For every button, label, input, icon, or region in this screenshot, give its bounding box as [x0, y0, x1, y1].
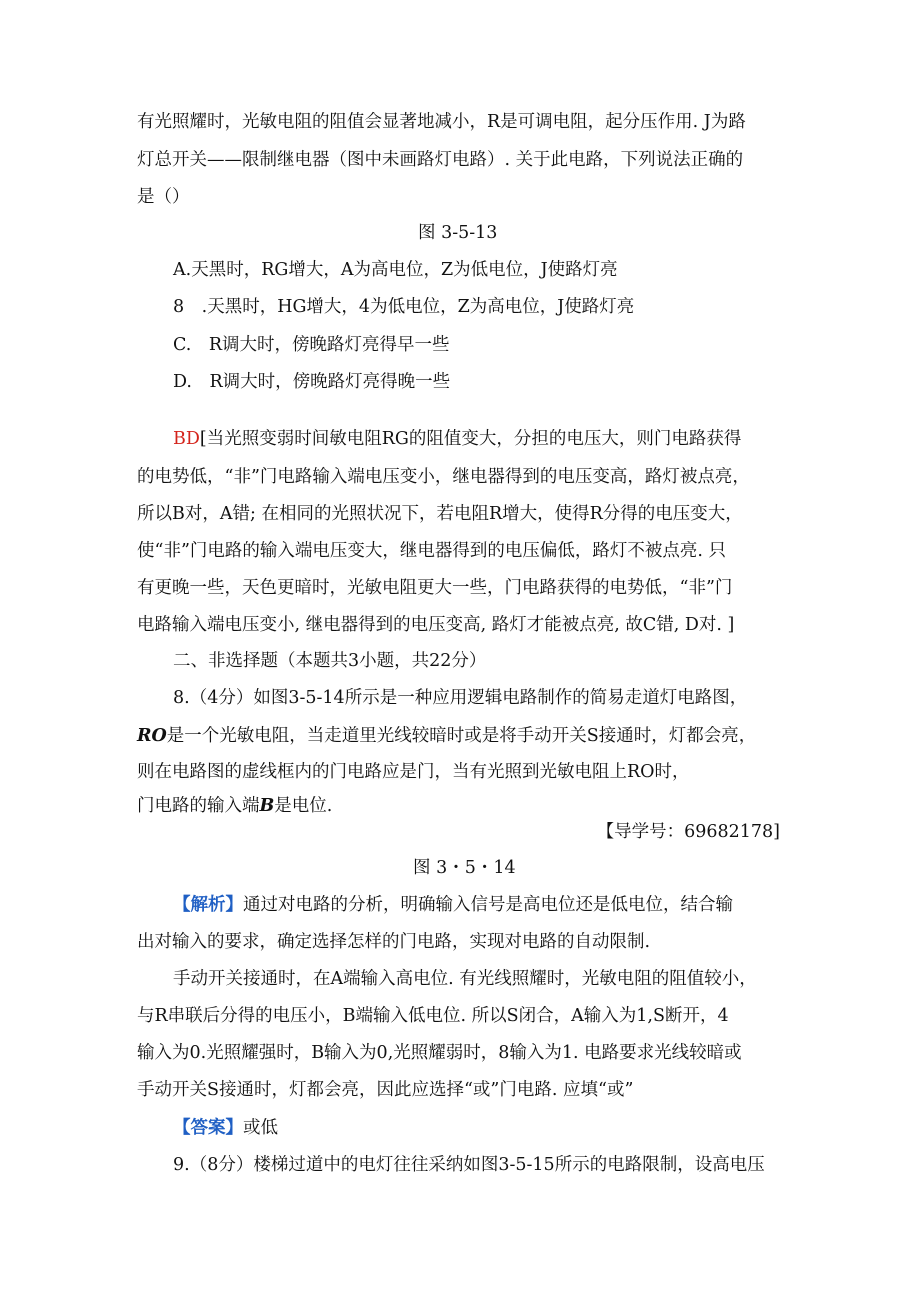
- detail-line-4: 手动开关S接通时，灯都会亮，因此应选择“或”门电路. 应填“或”: [137, 1080, 634, 1100]
- explanation-text: [当光照变弱时间敏电阻RG的阻值变大，分担的电压大，则门电路获得: [199, 429, 742, 449]
- figure-caption-3-5-13: 图 3-5-13: [418, 223, 498, 243]
- option-a: A.天黑时，RG增大，A为高电位，Z为低电位，J使路灯亮: [173, 260, 618, 280]
- section-title: 二、非选择题（本题共3小题，共22分）: [173, 651, 487, 671]
- ro-symbol: RO: [137, 726, 167, 746]
- question7-line-3: 是（）: [137, 187, 190, 207]
- b-symbol: B: [259, 796, 275, 816]
- explanation-line-6: 电路输入端电压变小, 继电器得到的电压变高, 路灯才能被点亮, 故C错, D对. ]: [137, 615, 735, 635]
- analysis-line-1: [173, 892, 733, 918]
- question9-line-1: 9.（8分）楼梯过道中的电灯往往采纳如图3-5-15所示的电路限制，设高电压: [173, 1155, 765, 1175]
- explanation-line-2: 的电势低，“非”门电路输入端电压变小，继电器得到的电压变高，路灯被点亮，: [137, 467, 750, 487]
- answer-text: 或低: [243, 1118, 278, 1138]
- line-4-pre: 门电路的输入端: [137, 796, 260, 816]
- detail-line-2: 与R串联后分得的电压小，B端输入低电位. 所以S闭合，A输入为1,S断开，4: [137, 1006, 729, 1026]
- explanation-line-3: 所以B对，A错; 在相同的光照状况下，若电阻R增大，使得R分得的电压变大，: [137, 504, 743, 524]
- option-c: C. R调大时，傍晚路灯亮得早一些: [173, 335, 450, 355]
- question7-line-2: 灯总开关——限制继电器（图中未画路灯电路）. 关于此电路，下列说法正确的: [137, 150, 744, 170]
- answer-line: [173, 1115, 278, 1141]
- detail-line-3: 输入为0.光照耀强时，B输入为0,光照耀弱时，8输入为1. 电路要求光线较暗或: [137, 1043, 742, 1063]
- option-d: D. R调大时，傍晚路灯亮得晚一些: [173, 372, 451, 392]
- explanation-line-4: 使“非”门电路的输入端电压变大，继电器得到的电压偏低，路灯不被点亮. 只: [137, 541, 727, 561]
- analysis-label: 【解析】: [173, 895, 243, 915]
- question7-line-1: 有光照耀时，光敏电阻的阻值会显著地减小，R是可调电阻，起分压作用. J为路: [137, 112, 746, 132]
- question8-line-3: 则在电路图的虚线框内的门电路应是门，当有光照到光敏电阻上RO时，: [137, 762, 690, 782]
- answer-label-bd: BD: [173, 429, 200, 449]
- analysis-line-2: 出对输入的要求，确定选择怎样的门电路，实现对电路的自动限制.: [137, 932, 651, 952]
- line-4-post: 是电位.: [274, 796, 333, 816]
- answer-explanation-line-1: [173, 426, 741, 452]
- answer-label: 【答案】: [173, 1118, 243, 1138]
- question8-line-2-text: 是一个光敏电阻，当走道里光线较暗时或是将手动开关S接通时，灯都会亮，: [166, 726, 757, 746]
- analysis-text: 通过对电路的分析，明确输入信号是高电位还是低电位，结合输: [243, 895, 733, 915]
- question8-line-2: [137, 723, 756, 749]
- figure-caption-3-5-14: 图 3・5・14: [413, 858, 516, 878]
- question8-line-4: [137, 793, 332, 819]
- question8-line-1: 8.（4分）如图3-5-14所示是一种应用逻辑电路制作的简易走道灯电路图，: [173, 688, 748, 708]
- detail-line-1: 手动开关接通时，在A端输入高电位. 有光线照耀时，光敏电阻的阻值较小，: [173, 969, 757, 989]
- guide-number: 【导学号：69682178]: [596, 822, 780, 842]
- explanation-line-5: 有更晚一些，天色更暗时，光敏电阻更大一些，门电路获得的电势低，“非”门: [137, 578, 733, 598]
- option-b: 8 .天黑时，HG增大，4为低电位，Z为高电位，J使路灯亮: [173, 297, 635, 317]
